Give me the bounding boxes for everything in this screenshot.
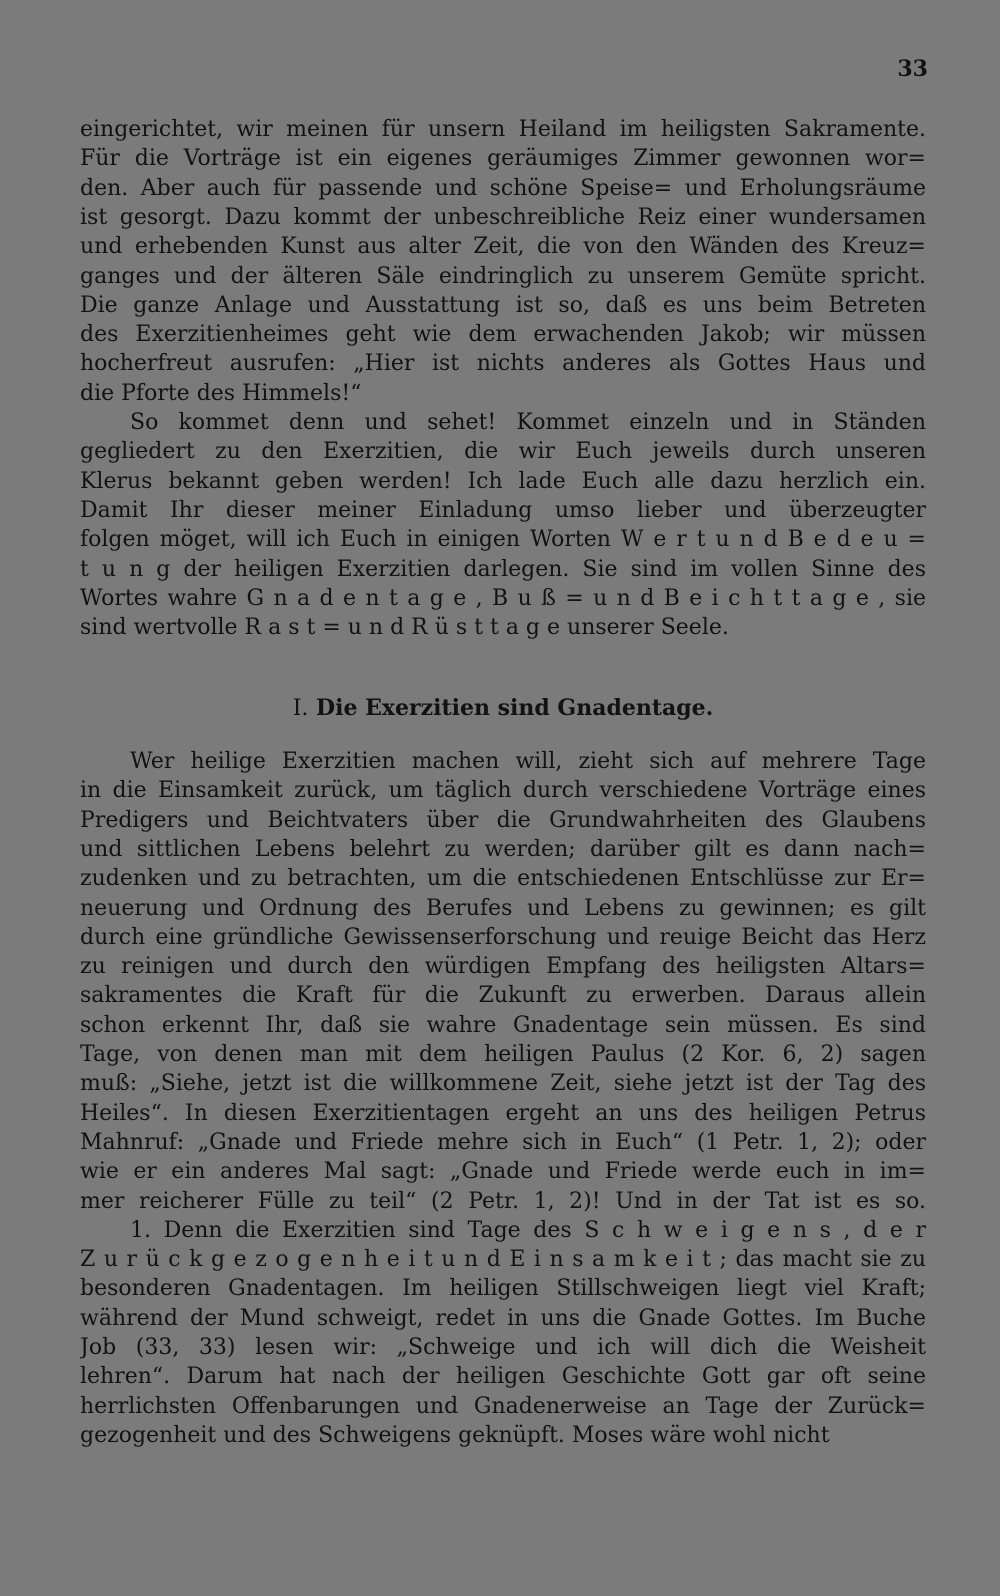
text-line: hocherfreut ausrufen: „Hier ist nichts anderes als Gottes Haus und (80, 351, 926, 377)
text-line: und erhebenden Kunst aus alter Zeit, die von den Wänden des Kreuz= (80, 234, 926, 260)
section-title: Die Exerzitien sind Gnadentage. (316, 695, 714, 721)
text-line: schon erkennt Ihr, daß sie wahre Gnadentage sein müssen. Es sind (80, 1012, 926, 1038)
text-line: sind wertvolle R a s t = u n d R ü s t t a g e unserer Seele. (80, 615, 729, 641)
text-line: während der Mund schweigt, redet in uns die Gnade Gottes. Im Buche (80, 1305, 926, 1331)
text-line: Z u r ü c k g e z o g e n h e i t u n d E i n s a m k e i t ; das macht sie zu (80, 1247, 926, 1273)
section-number: I. (292, 696, 309, 721)
text-line: sakramentes die Kraft für die Zukunft zu erwerben. Daraus allein (80, 983, 926, 1009)
text-line: Mahnruf: „Gnade und Friede mehre sich in Euch“ (1 Petr. 1, 2); oder (80, 1129, 926, 1155)
text-line: herrlichsten Offenbarungen und Gnadenerweise an Tage der Zurück= (80, 1393, 926, 1419)
text-line: Damit Ihr dieser meiner Einladung umso lieber und überzeugter (80, 497, 926, 523)
text-line: Die ganze Anlage und Ausstattung ist so, daß es uns beim Betreten (80, 292, 926, 318)
text-line: Tage, von denen man mit dem heiligen Paulus (2 Kor. 6, 2) sagen (80, 1042, 926, 1067)
text-line: ist gesorgt. Dazu kommt der unbeschreibliche Reiz einer wundersamen (80, 204, 926, 230)
text-line: besonderen Gnadentagen. Im heiligen Stillschweigen liegt viel Kraft; (80, 1276, 926, 1302)
page-number: 33 (897, 56, 928, 82)
text-line: ganges und der älteren Säle eindringlich zu unserem Gemüte spricht. (80, 263, 926, 289)
text-line: des Exerzitienheimes geht wie dem erwachenden Jakob; wir müssen (80, 322, 926, 348)
text-line: die Pforte des Himmels!“ (80, 380, 362, 406)
text-line: Wer heilige Exerzitien machen will, zieht sich auf mehrere Tage (130, 749, 926, 774)
text-line: durch eine gründliche Gewissenserforschung und reuige Beicht das Herz (80, 924, 926, 950)
text-line: in die Einsamkeit zurück, um täglich durch verschiedene Vorträge eines (80, 778, 926, 804)
text-line: und sittlichen Lebens belehrt zu werden; darüber gilt es dann nach= (80, 836, 926, 862)
text-line: t u n g der heiligen Exerzitien darlegen. Sie sind im vollen Sinne des (80, 556, 926, 582)
text-line: folgen möget, will ich Euch in einigen Worten W e r t u n d B e d e u = (80, 527, 926, 553)
text-line: gezogenheit und des Schweigens geknüpft. Moses wäre wohl nicht (80, 1422, 830, 1448)
text-line: Klerus bekannt geben werden! Ich lade Euch alle dazu herzlich ein. (80, 468, 926, 494)
text-line: wie er ein anderes Mal sagt: „Gnade und Friede werde euch in im= (80, 1159, 926, 1185)
text-line: gegliedert zu den Exerzitien, die wir Euch jeweils durch unseren (80, 439, 926, 465)
text-line: zudenken und zu betrachten, um die entschiedenen Entschlüsse zur Er= (80, 866, 926, 892)
text-line: Heiles“. In diesen Exerzitientagen ergeht an uns des heiligen Petrus (80, 1100, 926, 1126)
text-line: muß: „Siehe, jetzt ist die willkommene Zeit, siehe jetzt ist der Tag des (80, 1071, 926, 1097)
section-heading (80, 694, 926, 723)
text-line: zu reinigen und durch den würdigen Empfang des heiligsten Altars= (80, 954, 926, 980)
text-line: 1. Denn die Exerzitien sind Tage des S c h w e i g e n s , d e r (130, 1217, 926, 1243)
text-line: Für die Vorträge ist ein eigenes geräumiges Zimmer gewonnen wor= (80, 146, 926, 172)
text-line: Wortes wahre G n a d e n t a g e , B u ß = u n d B e i c h t t a g e , sie (80, 585, 926, 611)
text-line: mer reicherer Fülle zu teil“ (2 Petr. 1, 2)! Und in der Tat ist es so. (80, 1188, 926, 1214)
text-line: Predigers und Beichtvaters über die Grundwahrheiten des Glaubens (80, 807, 926, 833)
text-line: eingerichtet, wir meinen für unsern Heiland im heiligsten Sakramente. (80, 117, 926, 142)
text-line: Job (33, 33) lesen wir: „Schweige und ich will dich die Weisheit (80, 1335, 926, 1360)
text-line: den. Aber auch für passende und schöne Speise= und Erholungsräume (80, 175, 926, 201)
text-line: lehren“. Darum hat nach der heiligen Geschichte Gott gar oft seine (80, 1364, 926, 1390)
text-line: So kommet denn und sehet! Kommet einzeln und in Ständen (130, 410, 926, 435)
text-line: neuerung und Ordnung des Berufes und Lebens zu gewinnen; es gilt (80, 895, 926, 921)
